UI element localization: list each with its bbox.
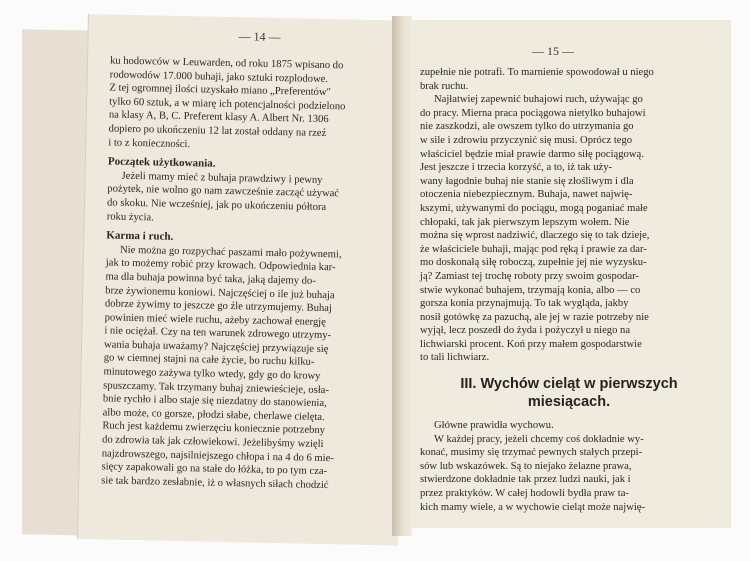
text-line: jak to możemy robić przy krowach. Odpowiednia kar- — [105, 257, 336, 274]
text-line: ma dla buhaja powinna być taka, jaką dajemy do- — [105, 271, 316, 287]
text-line: brze żywionemu koniowi. Najczęściej o ile już buhaja — [105, 284, 335, 301]
text-line: ją? Zamiast tej trochę roboty przy swoim gospodar- — [420, 270, 639, 282]
text-line: do skoku. Nie wcześniej, jak po ukończeniu półtora — [106, 197, 327, 213]
text-line: nosił gotówkę za pazuchą, ale jej w razie potrzeby nie — [420, 311, 649, 323]
right-page-text — [420, 66, 718, 514]
text-line: gorsza konia przynajmują. To tak wygląda, jakby — [420, 298, 629, 310]
text-line: zupełnie nie potrafi. To marnienie spowodował u niego — [420, 67, 654, 78]
text-line: wyjął, lecz poszedł do żyda i pożyczył u niego na — [420, 325, 631, 337]
text-line: sów lub wskazówek. Są to niejako żelazne prawa, — [420, 460, 632, 472]
text-line: minutowego zażywa tylko wtedy, gdy go do krowy — [103, 366, 321, 383]
text-line: albo może, co gorsze, płodzi słabe, cherlawe cielęta. — [102, 407, 325, 423]
text-line: pożytek, nie wolno go nam zawcześnie zacząć używać — [107, 183, 340, 200]
text-line: Nie można go rozpychać paszami mało pożywnemi, — [119, 244, 342, 261]
text-line: do pracy. Mierna praca pociągowa nietylko buhajowi — [420, 107, 646, 119]
text-line: przez praktyków. W całej hodowli bydła praw ta- — [420, 488, 629, 500]
text-line: bnie rychło i albo staje się niezdatny do stanowienia, — [102, 393, 327, 410]
text-line: Z tej ogromnej ilości uzyskało miano „Preferentów" — [109, 82, 331, 99]
subheading: Główne prawidła wychowu. — [434, 420, 554, 432]
text-line: na klasy A, B, C. Preferent klasy A. Albert Nr. 1306 — [108, 109, 329, 126]
text-line: tylko 60 sztuk, a w miarę ich potencjalności podzielono — [109, 96, 346, 113]
text-line: że właściciele buhaji, mając pod ręką i prawie za dar- — [420, 243, 647, 255]
text-line: dopiero po ukończeniu 12 lat został oddany na rzeź — [108, 123, 327, 139]
text-line: wania buhaja uważamy? Najczęściej przywiązuje się — [103, 339, 329, 355]
text-line: ku hodowców w Leuwarden, od roku 1875 wpisano do — [109, 55, 344, 72]
text-line: Jeżeli mamy mieć z buhaja prawdziwy i pewny — [121, 170, 323, 186]
text-line: dobrze żywimy to jeszcze go źle utrzymujemy. Buhaj — [104, 298, 332, 315]
text-line: Najłatwiej zapewnić buhajowi ruch, używając go — [434, 94, 643, 106]
chapter-title-line: III. Wychów cieląt w pierwszych — [460, 376, 678, 393]
text-line: stwie wykonać buhajem, trzymają konia, albo — co — [420, 284, 641, 296]
text-line: go w ciemnej stajni na całe życie, bo ruchu kilku- — [103, 352, 315, 369]
text-line: brak ruchu. — [420, 80, 469, 92]
text-line: wany łagodnie buhaj nie stanie się złośliwym i dla — [420, 175, 634, 187]
text-line: otoczenia niebezpiecznym. Buhaja, nawet najwię- — [420, 189, 633, 201]
text-line: najzdrowszego, najsilniejszego chłopa i na 4 do 6 mie- — [101, 448, 334, 464]
text-line: i nie ociężał. Czy na ten warunek zdrowego utrzymy- — [104, 325, 332, 342]
page-number-left: — 14 — — [238, 29, 281, 45]
section-title: Początek użytkowania. — [107, 155, 216, 170]
text-line: mo doskonałą siłę roboczą, zupełnie jej nie wyzysku- — [420, 257, 647, 269]
text-line: właściciel będzie miał prawie darmo siłę pociągową. — [420, 148, 644, 160]
left-page-text — [101, 54, 406, 494]
left-page — [77, 14, 409, 546]
chapter-title-line: miesiącach. — [527, 394, 611, 411]
text-line: stwierdzone dokładnie tak przez ludzi nauki, jak i — [420, 474, 631, 486]
text-line: kszymi, używanymi do pociągu, mogą poganiać małe — [420, 202, 648, 214]
text-line: powinien mieć wiele ruchu, ażeby zachował energję — [104, 312, 327, 328]
text-line: Jest jeszcze i trzecia korzyść, a to, iż tak uży- — [420, 162, 613, 174]
text-line: roku życia. — [106, 210, 154, 223]
text-line: lichwiarski procent. Koń przy małem gospodarstwie — [420, 338, 642, 350]
text-line: sięcy zapakowali go na stałe do łóżka, to po tym cza- — [101, 461, 328, 478]
text-line: konać, musimy się trzymać pewnych stałych przepi- — [420, 447, 643, 459]
text-line: i to z konieczności. — [108, 137, 191, 150]
text-line: W każdej pracy, jeżeli chcemy coś dokładnie wy- — [434, 433, 644, 445]
text-line: nie zaszkodzi, ale owszem tylko do utrzymania go — [420, 121, 634, 133]
text-line: można się wprost nadziwić, dlaczego się to tak dzieje, — [420, 230, 650, 242]
page-number-right: — 15 — — [532, 44, 574, 58]
right-page — [398, 20, 731, 528]
text-line: kich mamy wiele, a w wychowie cieląt może najwię- — [420, 501, 646, 513]
chapter-title — [420, 375, 718, 411]
text-line: to tali lichwiarz. — [420, 352, 490, 364]
book-gutter — [392, 16, 412, 536]
text-line: sie tak bardzo zesłabnie, iż o własnych siłach chodzić — [101, 475, 329, 491]
text-line: Ruch jest każdemu zwierzęciu koniecznie potrzebny — [102, 420, 326, 437]
text-line: do zdrowia tak jak człowiekowi. Jeżelibyśmy wzięli — [101, 434, 324, 451]
text-line: w sile i zdrowiu przyczynić się musi. Oprócz tego — [420, 134, 633, 146]
text-line: rodowodów 17.000 buhaji, jako sztuki rozplodowe. — [109, 69, 329, 85]
section-title: Karma i ruch. — [106, 229, 174, 243]
text-line: chłopaki, tak jak pierwszym lepszym wołem. Nie — [420, 216, 630, 228]
text-line: spuszczamy. Tak trzymany buhaj zniewieścieje, osła- — [103, 380, 330, 396]
